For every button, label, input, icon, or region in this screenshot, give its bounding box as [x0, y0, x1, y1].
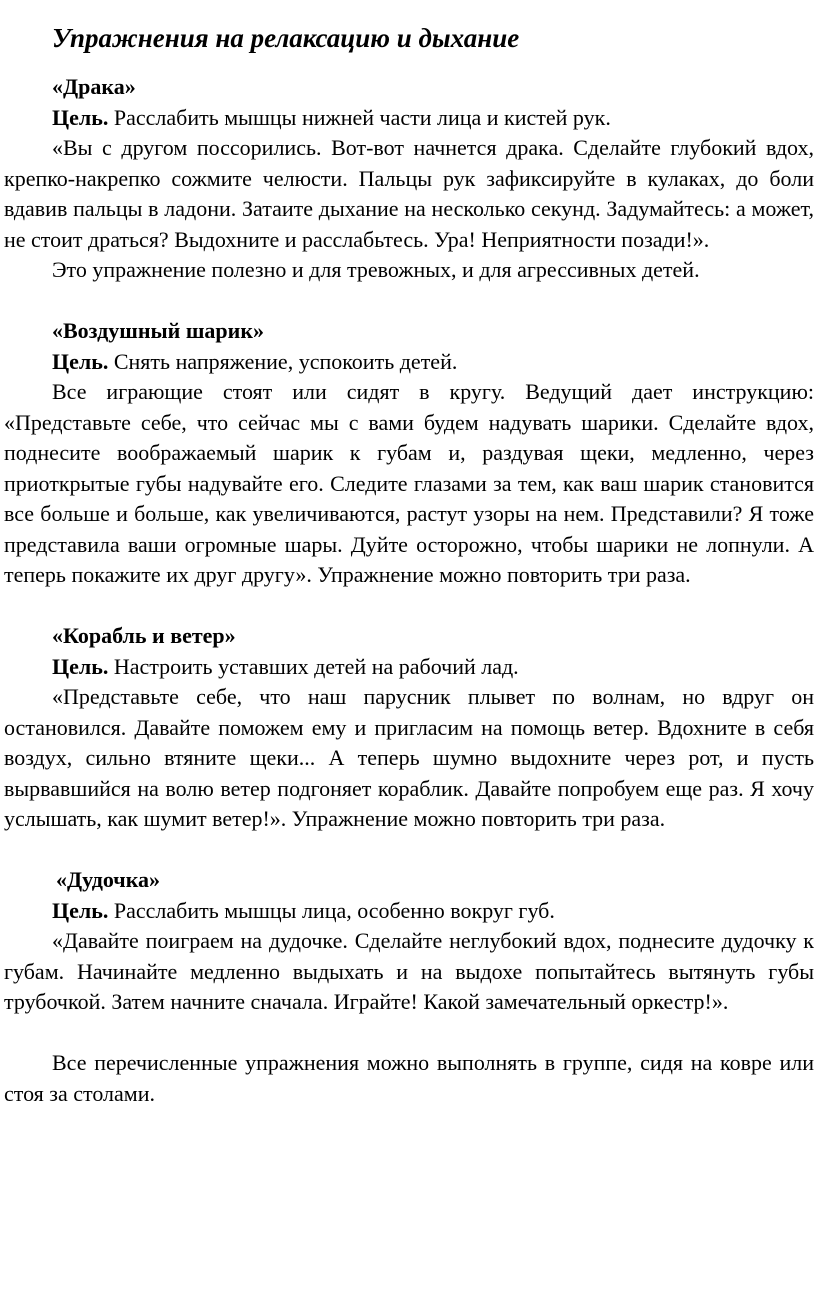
- exercise-vozdushny-sharik: [4, 316, 814, 591]
- exercise-paragraph: «Вы с другом поссорились. Вот-вот начнется драка. Сделайте глубокий вдох, крепко-накрепко сожмите челюсти. Пальцы рук зафиксируйте в кулаках, до боли вдавив пальцы в ладони. Затаите дыхание на несколько секунд. Задумайтесь: а может, не стоит драться? Выдохните и расслабьтесь. Ура! Неприятности позади!».: [4, 135, 814, 252]
- exercise-title: «Корабль и ветер»: [52, 623, 236, 648]
- exercise-paragraph: Это упражнение полезно и для тревожных, и для агрессивных детей.: [52, 257, 700, 282]
- exercise-korabl-i-veter: [4, 621, 814, 835]
- exercise-paragraph: «Представьте себе, что наш парусник плывет по волнам, но вдруг он остановился. Давайте поможем ему и пригласим на помощь ветер. Вдохните в себя воздух, сильно втяните щеки... А теперь шумно выдохните через рот, и пусть вырвавшийся на волю ветер подгоняет кораблик. Давайте попробуем еще раз. Я хочу услышать, как шумит ветер!». Упражнение можно повторить три раза.: [4, 684, 814, 831]
- goal-text: Снять напряжение, успокоить детей.: [113, 348, 458, 374]
- exercise-paragraph: Все играющие стоят или сидят в кругу. Ведущий дает инструкцию: «Представьте себе, что сейчас мы с вами будем надувать шарики. Сделайте вдох, поднесите воображаемый шарик к губам и, раздувая щеки, медленно, через приоткрытые губы надувайте его. Следите глазами за тем, как ваш шарик становится все больше и больше, как увеличиваются, растут узоры на нем. Представили? Я тоже представила ваши огромные шары. Дуйте осторожно, чтобы шарики не лопнули. А теперь покажите их друг другу». Упражнение можно повторить три раза.: [4, 379, 814, 587]
- closing-paragraph: Все перечисленные упражнения можно выполнять в группе, сидя на ковре или стоя за столами.: [4, 1050, 814, 1106]
- exercise-title: «Дудочка»: [56, 867, 161, 892]
- goal-label: Цель.: [52, 348, 109, 374]
- goal-label: Цель.: [52, 897, 109, 923]
- exercise-draka: [4, 72, 814, 286]
- goal-text: Расслабить мышцы лица, особенно вокруг губ.: [113, 897, 555, 923]
- exercise-goal: [4, 347, 814, 378]
- document-title: Упражнения на релаксацию и дыхание: [52, 23, 520, 53]
- exercise-dudochka: [4, 865, 814, 1018]
- exercise-paragraph: «Давайте поиграем на дудочке. Сделайте неглубокий вдох, поднесите дудочку к губам. Начинайте медленно выдыхать и на выдохе попытайтесь вытянуть губы трубочкой. Затем начните сначала. Играйте! Какой замечательный оркестр!».: [4, 928, 814, 1014]
- closing-section: [4, 1048, 814, 1109]
- exercise-goal: [4, 103, 814, 134]
- goal-text: Настроить уставших детей на рабочий лад.: [113, 653, 519, 679]
- document-body: [4, 18, 814, 1109]
- goal-text: Расслабить мышцы нижней части лица и кистей рук.: [113, 104, 611, 130]
- goal-label: Цель.: [52, 104, 109, 130]
- exercise-title: «Воздушный шарик»: [52, 318, 265, 343]
- exercise-goal: [4, 896, 814, 927]
- exercise-title: «Драка»: [52, 74, 136, 99]
- goal-label: Цель.: [52, 653, 109, 679]
- exercise-goal: [4, 652, 814, 683]
